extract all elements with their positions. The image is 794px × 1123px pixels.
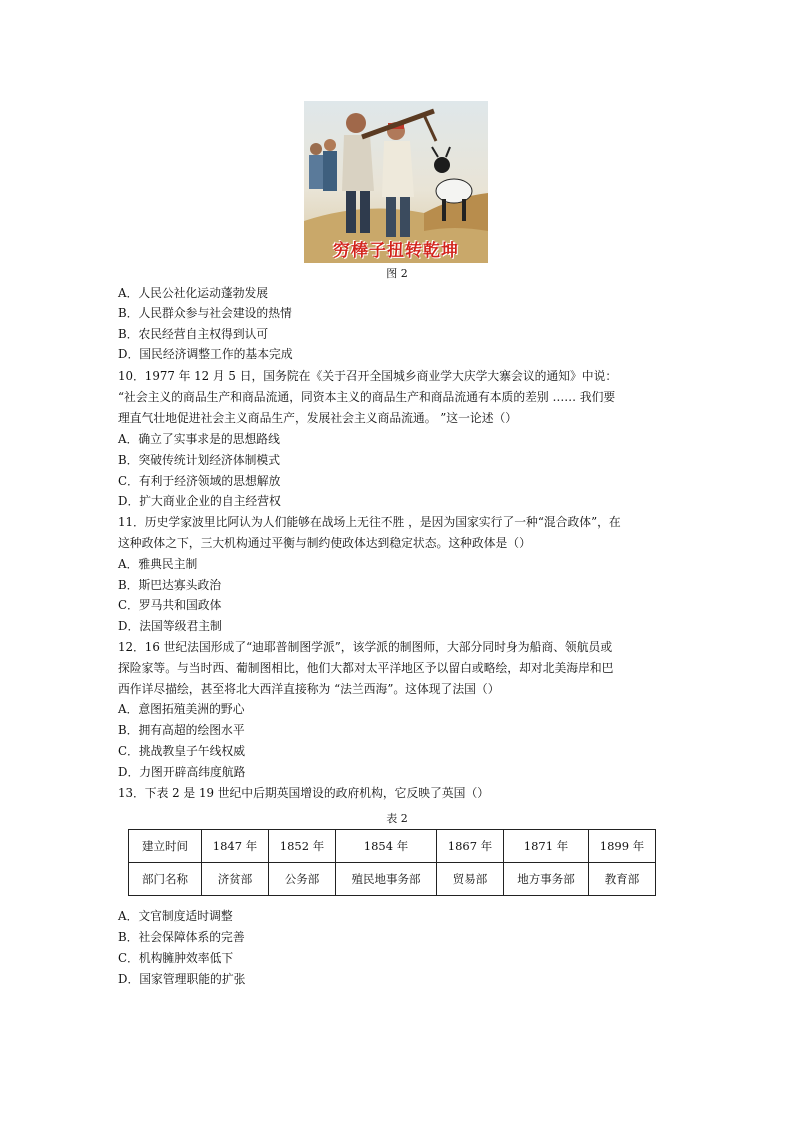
poster-title-text: 穷棒子扭转乾坤 [333,241,459,261]
q10-option-d: D．扩大商业企业的自主经营权 [118,494,281,508]
table-cell: 济贫部 [202,863,269,896]
q12-stem-line-2: 探险家等。与当时西、葡制图相比，他们大都对太平洋地区予以留白或略绘，却对北美海岸和巴 [118,661,614,675]
table-cell: 1867 年 [437,830,504,863]
q10-stem-line-2: “社会主义的商品生产和商品流通，同资本主义的商品生产和商品流通有本质的差别 …… 我们要 [118,390,616,404]
q11-option-c: C．罗马共和国政体 [118,598,222,612]
q9-option-b2: B．农民经营自主权得到认可 [118,327,269,341]
q10-option-b: B．突破传统计划经济体制模式 [118,453,281,467]
q11-option-a: A．雅典民主制 [118,557,198,571]
q10-stem-line-3: 理直气壮地促进社会主义商品生产，发展社会主义商品流通。 ”这一论述（） [118,411,518,425]
q13-option-a: A．文官制度适时调整 [118,909,233,923]
q10-option-c: C．有利于经济领域的思想解放 [118,474,281,488]
government-agencies-table [128,829,656,896]
q10-option-a: A．确立了实事求是的思想路线 [118,432,280,446]
q12-option-b: B．拥有高超的绘图水平 [118,723,245,737]
q13-option-c: C．机构臃肿效率低下 [118,951,234,965]
q12-stem-line-3: 西作详尽描绘，甚至将北大西洋直接称为 “法兰西海”。这体现了法国（） [118,682,500,696]
table-cell: 部门名称 [129,863,202,896]
q12-stem-line-1: 12．16 世纪法国形成了“迪耶普制图学派”，该学派的制图师，大部分同时身为船商、领航员或 [118,640,613,654]
table-cell: 1852 年 [269,830,336,863]
q13-option-b: B．社会保障体系的完善 [118,930,245,944]
q12-option-d: D．力图开辟高纬度航路 [118,765,246,779]
q9-option-d: D．国民经济调整工作的基本完成 [118,347,293,361]
table-caption: 表 2 [386,812,408,825]
q9-option-b: B．人民群众参与社会建设的热情 [118,306,292,320]
table-cell: 殖民地事务部 [336,863,437,896]
table-cell: 1871 年 [504,830,589,863]
table-cell: 地方事务部 [504,863,589,896]
propaganda-poster-image [304,101,488,263]
q11-stem-line-2: 这种政体之下，三大机构通过平衡与制约使政体达到稳定状态。这种政体是（） [118,536,531,550]
q9-option-a: A．人民公社化运动蓬勃发展 [118,286,269,300]
q12-option-c: C．挑战教皇子午线权威 [118,744,245,758]
q10-stem-line-1: 10．1977 年 12 月 5 日，国务院在《关于召开全国城乡商业学大庆学大寨会议的通知》中说： [118,369,618,383]
q13-stem: 13．下表 2 是 19 世纪中后期英国增设的政府机构，它反映了英国（） [118,786,490,800]
table-cell: 教育部 [589,863,656,896]
table-row-department-name [129,863,656,896]
table-cell: 1899 年 [589,830,656,863]
figure-caption: 图 2 [386,267,408,280]
table-cell: 1854 年 [336,830,437,863]
q12-option-a: A．意图拓殖美洲的野心 [118,702,245,716]
q13-option-d: D．国家管理职能的扩张 [118,972,246,986]
table-cell: 建立时间 [129,830,202,863]
q11-option-d: D．法国等级君主制 [118,619,222,633]
table-cell: 贸易部 [437,863,504,896]
table-row-founding-year [129,830,656,863]
table-cell: 1847 年 [202,830,269,863]
q11-option-b: B．斯巴达寡头政治 [118,578,222,592]
q11-stem-line-1: 11．历史学家波里比阿认为人们能够在战场上无往不胜 ，是因为国家实行了一种“混合政体”，在 [118,515,621,529]
table-cell: 公务部 [269,863,336,896]
